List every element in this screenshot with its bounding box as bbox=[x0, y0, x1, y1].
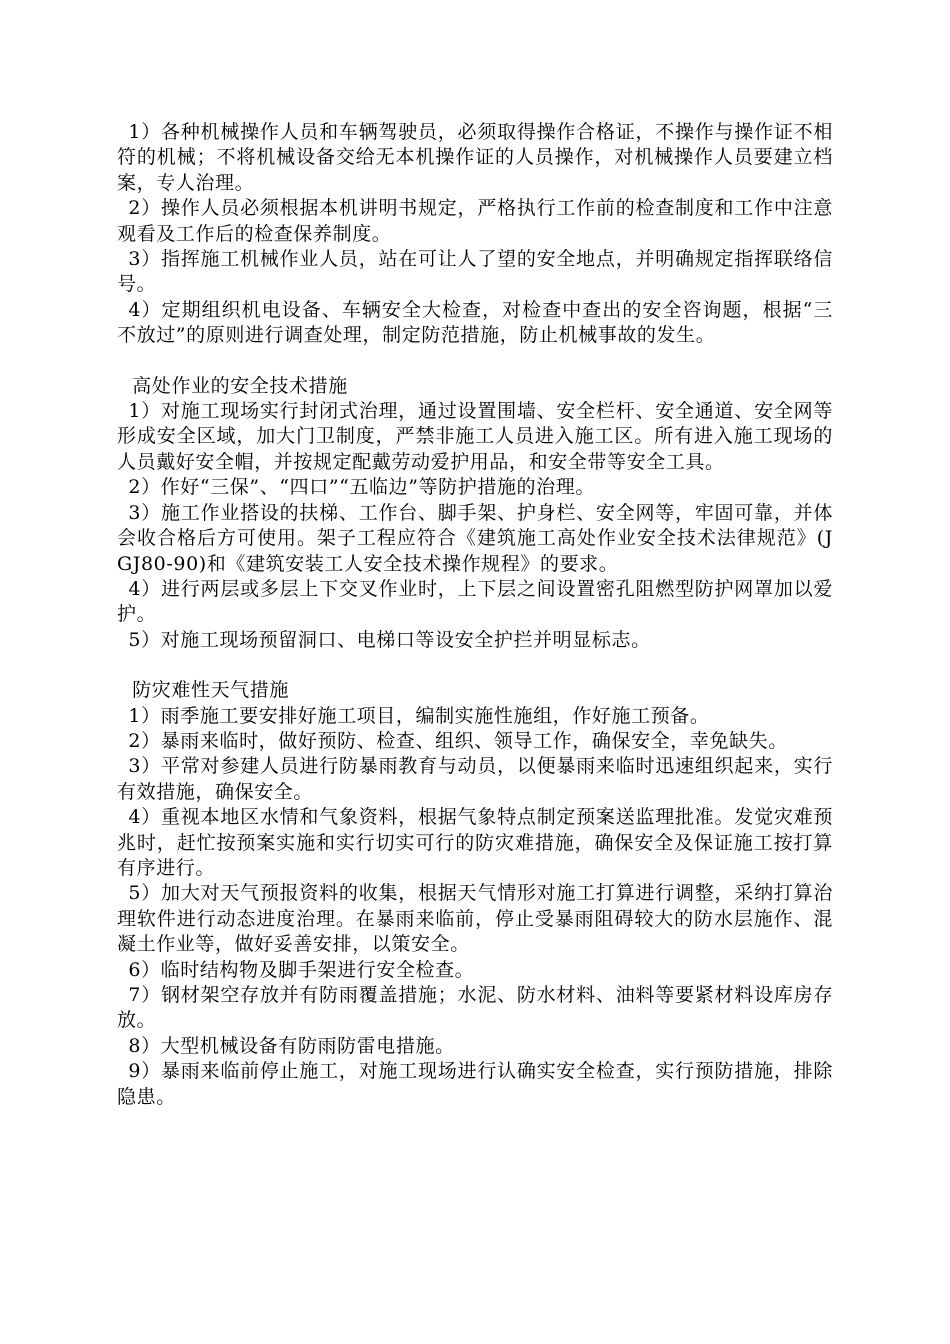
paragraph: 9）暴雨来临前停止施工，对施工现场进行认确实安全检查，实行预防措施，排除隐患。 bbox=[117, 1060, 833, 1108]
paragraph: 4）进行两层或多层上下交叉作业时，上下层之间设置密孔阻燃型防护网罩加以爱护。 bbox=[117, 577, 833, 626]
document-page bbox=[117, 120, 833, 1110]
paragraph: 4）定期组织机电设备、车辆安全大检查，对检查中查出的安全咨询题，根据“三不放过”的原则进行调查处理，制定防范措施，防止机械事故的发生。 bbox=[117, 298, 833, 347]
paragraph: 7）钢材架空存放并有防雨覆盖措施；水泥、防水材料、油料等要紧材料设库房存放。 bbox=[117, 984, 833, 1032]
section-height-work bbox=[117, 374, 833, 653]
paragraph: 3）平常对参建人员进行防暴雨教育与动员，以便暴雨来临时迅速组织起来，实行有效措施，确保安全。 bbox=[117, 755, 833, 803]
paragraph: 4）重视本地区水情和气象资料，根据气象特点制定预案送监理批准。发觉灾难预兆时，赶忙按预案实施和实行切实可行的防灾难措施，确保安全及保证施工按打算有序进行。 bbox=[117, 806, 833, 879]
paragraph: 1）对施工现场实行封闭式治理，通过设置围墙、安全栏杆、安全通道、安全网等形成安全区域，加大门卫制度，严禁非施工人员进入施工区。所有进入施工现场的人员戴好安全帽，并按规定配戴劳动爱护用品，和安全带等安全工具。 bbox=[117, 400, 833, 473]
paragraph: 6）临时结构物及脚手架进行安全检查。 bbox=[128, 958, 475, 981]
paragraph: 5）对施工现场预留洞口、电梯口等设安全护拦并明显标志。 bbox=[128, 628, 651, 651]
paragraph: 2）暴雨来临时，做好预防、检查、组织、领导工作，确保安全，幸免缺失。 bbox=[128, 729, 788, 752]
paragraph: 8）大型机械设备有防雨防雷电措施。 bbox=[128, 1034, 455, 1057]
paragraph: 1）各种机械操作人员和车辆驾驶员，必须取得操作合格证，不操作与操作证不相符的机械；不将机械设备交给无本机操作证的人员操作，对机械操作人员要建立档案，专人治理。 bbox=[117, 121, 833, 194]
paragraph: 1）雨季施工要安排好施工项目，编制实施性施组，作好施工预备。 bbox=[128, 704, 710, 727]
paragraph: 5）加大对天气预报资料的收集，根据天气情形对施工打算进行调整，采纳打算治理软件进行动态进度治理。在暴雨来临前，停止受暴雨阻碍较大的防水层施作、混凝土作业等，做好妥善安排，以策安全。 bbox=[117, 882, 833, 956]
section-heading: 高处作业的安全技术措施 bbox=[132, 374, 348, 397]
paragraph: 2）操作人员必须根据本机讲明书规定，严格执行工作前的检查制度和工作中注意观看及工作后的检查保养制度。 bbox=[117, 197, 833, 245]
paragraph: 3）指挥施工机械作业人员，站在可让人了望的安全地点，并明确规定指挥联络信号。 bbox=[117, 248, 833, 296]
paragraph: 3）施工作业搭设的扶梯、工作台、脚手架、护身栏、安全网等，牢固可靠，并体会收合格后方可使用。架子工程应符合《建筑施工高处作业安全技术法律规范》(JGJ80-90)和《建筑安装工人安全技术操作规程》的要求。 bbox=[117, 501, 833, 575]
section-gap bbox=[117, 653, 833, 678]
section-gap bbox=[117, 349, 833, 374]
section-heading: 防灾难性天气措施 bbox=[132, 679, 289, 702]
paragraph: 2）作好“三保”、“四口”“五临边”等防护措施的治理。 bbox=[128, 476, 595, 499]
section-machinery bbox=[117, 120, 833, 349]
section-weather bbox=[117, 678, 833, 1110]
